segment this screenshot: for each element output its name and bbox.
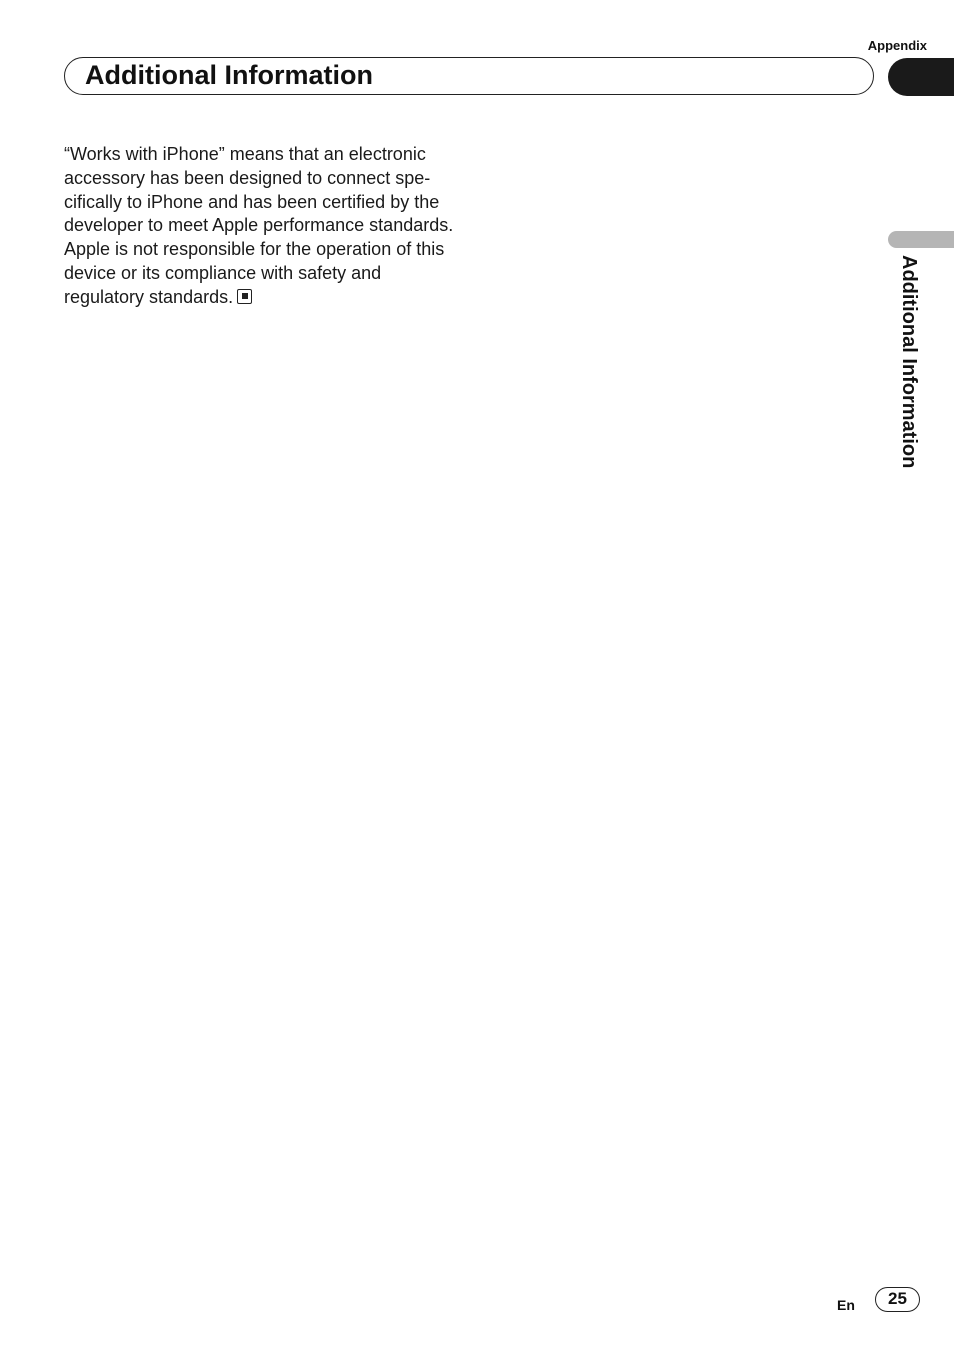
section-header bbox=[64, 57, 874, 95]
end-of-section-icon bbox=[237, 289, 252, 304]
appendix-label: Appendix bbox=[867, 38, 927, 53]
side-tab-label: Additional Information bbox=[898, 255, 920, 469]
paragraph-apple-disclaimer-text: Apple is not responsible for the operation of this device or its compliance with safety and regulatory standards. bbox=[64, 239, 445, 307]
paragraph-works-with-iphone: “Works with iPhone” means that an electronic accessory has been designed to connect specifically to iPhone and has been certified by the developer to meet Apple performance standards. bbox=[64, 144, 454, 236]
paragraph-apple-disclaimer bbox=[64, 238, 464, 309]
body-text bbox=[64, 143, 464, 310]
side-tab-marker bbox=[888, 231, 954, 248]
page-number: 25 bbox=[875, 1287, 920, 1312]
chapter-tab-marker bbox=[888, 58, 954, 96]
footer-language: En bbox=[837, 1297, 855, 1313]
section-title: Additional Information bbox=[85, 60, 373, 90]
